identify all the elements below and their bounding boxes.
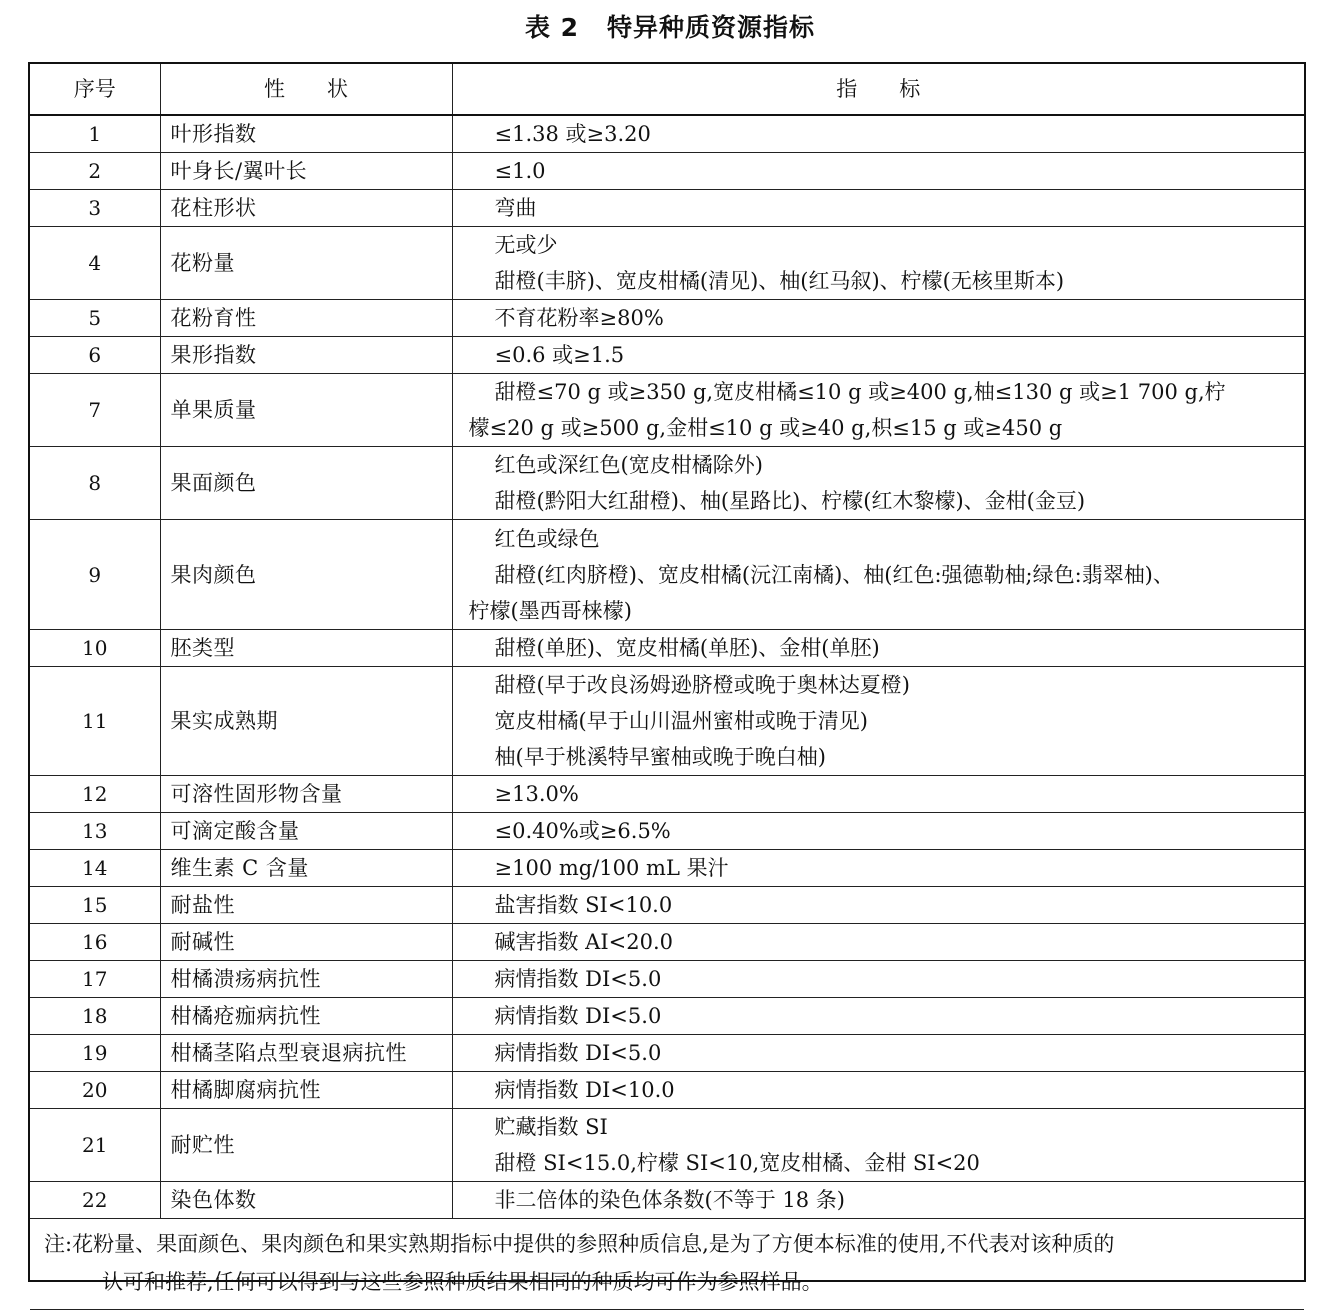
indicator-table [30,64,1304,1310]
row-trait: 果肉颜色 [160,520,452,630]
row-trait: 花柱形状 [160,190,452,227]
table-row [30,374,1304,447]
row-number: 7 [30,374,160,447]
row-number: 3 [30,190,160,227]
row-number: 10 [30,630,160,667]
table-row [30,776,1304,813]
row-trait: 花粉育性 [160,300,452,337]
row-trait: 柑橘茎陷点型衰退病抗性 [160,1035,452,1072]
table-title [0,8,1340,44]
table-row [30,850,1304,887]
table-row [30,1035,1304,1072]
row-number: 17 [30,961,160,998]
header-row [30,64,1304,115]
row-number: 5 [30,300,160,337]
row-indicator [452,300,1304,337]
table-row [30,337,1304,374]
table-row [30,630,1304,667]
row-trait: 耐碱性 [160,924,452,961]
row-indicator [452,227,1304,300]
row-indicator [452,1035,1304,1072]
indicator-line: 红色或深红色(宽皮柑橘除外) [494,453,763,477]
row-indicator [452,520,1304,630]
row-indicator [452,887,1304,924]
indicator-line: 非二倍体的染色体条数(不等于 18 条) [494,1188,845,1212]
row-number: 2 [30,153,160,190]
table-row [30,887,1304,924]
table-row [30,190,1304,227]
indicator-line: ≥13.0% [494,782,579,806]
table-row [30,227,1304,300]
indicator-line: 病情指数 DI<5.0 [494,1041,662,1065]
indicator-line: 无或少 [494,233,558,257]
row-indicator [452,998,1304,1035]
row-indicator [452,813,1304,850]
row-number: 21 [30,1109,160,1182]
indicator-line: 弯曲 [494,196,537,220]
row-number: 11 [30,667,160,776]
row-indicator [452,1182,1304,1219]
row-indicator [452,1072,1304,1109]
indicator-line: 甜橙(早于改良汤姆逊脐橙或晚于奥林达夏橙) [494,673,910,697]
row-trait: 可溶性固形物含量 [160,776,452,813]
indicator-line: 病情指数 DI<5.0 [494,967,662,991]
row-indicator [452,153,1304,190]
table-frame [28,62,1306,1294]
row-number: 16 [30,924,160,961]
table-row [30,300,1304,337]
table-caption: 特异种质资源指标 [607,13,816,42]
indicator-line: 甜橙(丰脐)、宽皮柑橘(清见)、柚(红马叙)、柠檬(无核里斯本) [494,269,1065,293]
row-number: 1 [30,115,160,153]
row-indicator [452,630,1304,667]
table-row [30,813,1304,850]
row-indicator [452,337,1304,374]
indicator-line: 甜橙 SI<15.0,柠檬 SI<10,宽皮柑橘、金柑 SI<20 [494,1151,980,1175]
indicator-line: 不育花粉率≥80% [494,306,664,330]
indicator-line: 贮藏指数 SI [494,1115,608,1139]
indicator-line: ≥100 mg/100 mL 果汁 [494,856,729,880]
row-trait: 耐盐性 [160,887,452,924]
indicator-line: 宽皮柑橘(早于山川温州蜜柑或晚于清见) [494,709,868,733]
row-number: 20 [30,1072,160,1109]
table-row [30,667,1304,776]
indicator-line: 甜橙(红肉脐橙)、宽皮柑橘(沅江南橘)、柚(红色:强德勒柚;绿色:翡翠柚)、 [494,562,1174,587]
row-trait: 柑橘疮痂病抗性 [160,998,452,1035]
indicator-line: 盐害指数 SI<10.0 [494,893,673,917]
row-number: 13 [30,813,160,850]
indicator-line: 柠檬(墨西哥梾檬) [468,598,632,623]
table-number: 表 2 [524,13,580,42]
row-trait: 柑橘溃疡病抗性 [160,961,452,998]
row-number: 12 [30,776,160,813]
row-trait: 维生素 C 含量 [160,850,452,887]
note-line-2: 认可和推荐,任何可以得到与这些参照种质结果相同的种质均可作为参照样品。 [102,1270,823,1294]
indicator-line: 碱害指数 AI<20.0 [494,930,673,954]
header-indicator: 指 标 [452,64,1304,115]
row-number: 19 [30,1035,160,1072]
row-number: 22 [30,1182,160,1219]
table-row [30,1072,1304,1109]
table-row [30,1182,1304,1219]
table-row [30,1109,1304,1182]
row-number: 14 [30,850,160,887]
row-trait: 叶形指数 [160,115,452,153]
row-indicator [452,776,1304,813]
table-row [30,924,1304,961]
row-indicator [452,667,1304,776]
row-trait: 单果质量 [160,374,452,447]
table-body [30,115,1304,1219]
row-indicator [452,447,1304,520]
row-trait: 果实成熟期 [160,667,452,776]
row-trait: 柑橘脚腐病抗性 [160,1072,452,1109]
table-row [30,520,1304,630]
row-trait: 果面颜色 [160,447,452,520]
indicator-line: 病情指数 DI<10.0 [494,1078,675,1102]
row-number: 6 [30,337,160,374]
indicator-line: 红色或绿色 [494,526,600,551]
row-trait: 可滴定酸含量 [160,813,452,850]
indicator-line: ≤0.6 或≥1.5 [494,343,625,367]
table-row [30,115,1304,153]
row-number: 8 [30,447,160,520]
indicator-line: 甜橙(黔阳大红甜橙)、柚(星路比)、柠檬(红木黎檬)、金柑(金豆) [494,489,1086,513]
indicator-line: 檬≤20 g 或≥500 g,金柑≤10 g 或≥40 g,枳≤15 g 或≥450 g [468,416,1063,440]
note-row [30,1219,1304,1310]
row-trait: 果形指数 [160,337,452,374]
row-trait: 染色体数 [160,1182,452,1219]
row-trait: 花粉量 [160,227,452,300]
row-indicator [452,115,1304,153]
indicator-line: 甜橙≤70 g 或≥350 g,宽皮柑橘≤10 g 或≥400 g,柚≤130 g 或≥1 700 g,柠 [494,380,1226,404]
note-line-1: 注:花粉量、果面颜色、果肉颜色和果实熟期指标中提供的参照种质信息,是为了方便本标准的使用,不代表对该种质的 [44,1232,1115,1256]
table-note [30,1219,1304,1310]
table-row [30,153,1304,190]
header-trait: 性 状 [160,64,452,115]
row-indicator [452,850,1304,887]
row-indicator [452,374,1304,447]
indicator-line: 病情指数 DI<5.0 [494,1004,662,1028]
indicator-line: 柚(早于桃溪特早蜜柚或晚于晚白柚) [494,745,826,769]
table-row [30,998,1304,1035]
indicator-line: ≤0.40%或≥6.5% [494,819,671,843]
indicator-line: 甜橙(单胚)、宽皮柑橘(单胚)、金柑(单胚) [494,636,880,660]
header-no: 序号 [30,64,160,115]
table-row [30,447,1304,520]
row-trait: 叶身长/翼叶长 [160,153,452,190]
row-number: 15 [30,887,160,924]
row-indicator [452,1109,1304,1182]
row-trait: 胚类型 [160,630,452,667]
table-row [30,961,1304,998]
indicator-line: ≤1.0 [494,159,546,183]
row-number: 18 [30,998,160,1035]
row-indicator [452,190,1304,227]
row-number: 4 [30,227,160,300]
row-number: 9 [30,520,160,630]
row-trait: 耐贮性 [160,1109,452,1182]
row-indicator [452,924,1304,961]
row-indicator [452,961,1304,998]
indicator-line: ≤1.38 或≥3.20 [494,122,651,146]
